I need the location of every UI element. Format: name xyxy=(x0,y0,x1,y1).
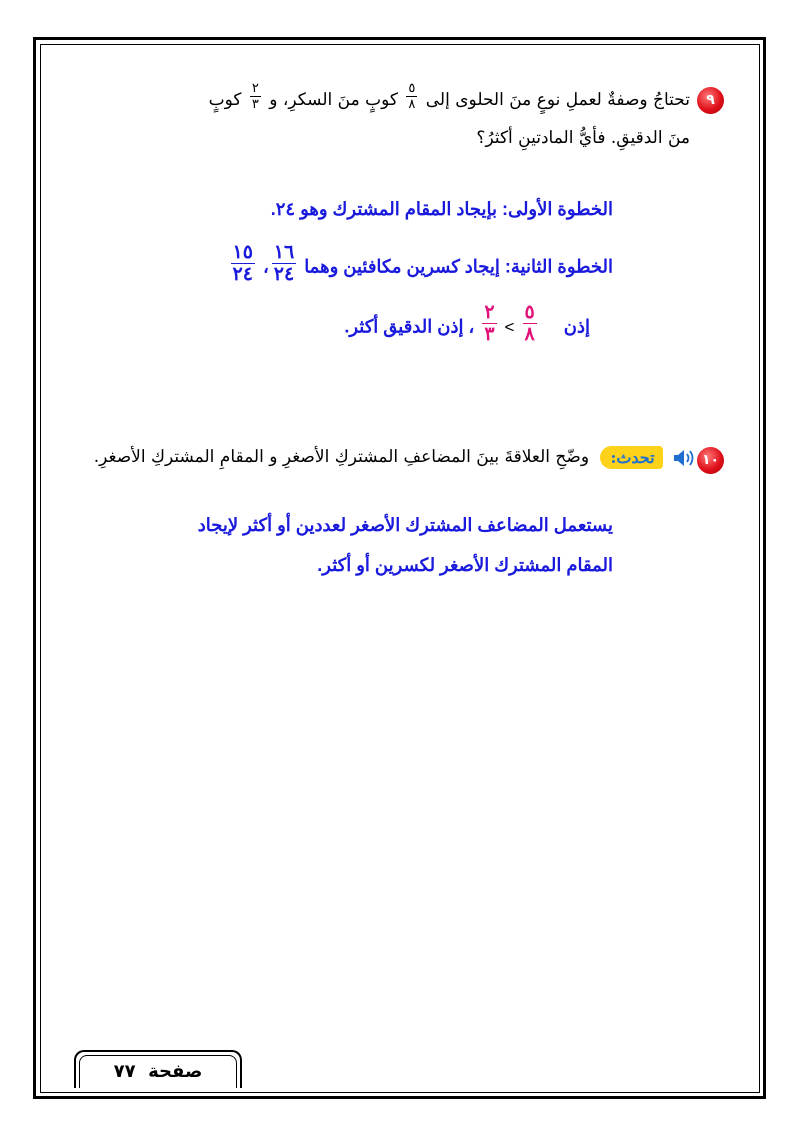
question-9-fraction-5-8: $\frac{٥}{٨}$ xyxy=(408,81,416,112)
page-number: ٧٧ xyxy=(113,1061,136,1082)
fraction-2-3: $\frac{٢}{٣}$ xyxy=(484,302,495,345)
answer-9-conclusion: إذن $\frac{٥}{٨}$ > $\frac{٢}{٣}$ ، إذن الدقيق أكثر. xyxy=(344,302,590,345)
fraction-16-24: $\frac{١٦}{٢٤}$ xyxy=(273,242,295,285)
question-10-line xyxy=(94,446,694,469)
answer-9-step-2: الخطوة الثانية: إيجاد كسرين مكافئين وهما $\frac{١٦}{٢٤}$ ، $\frac{١٥}{٢٤}$ xyxy=(232,242,613,285)
fraction-15-24: $\frac{١٥}{٢٤}$ xyxy=(232,242,253,285)
question-9-text-after: كوبٍ xyxy=(208,90,242,110)
speaker-icon xyxy=(672,448,694,468)
greater-than-sign: > xyxy=(504,317,515,337)
question-9-fraction-2-3: $\frac{٢}{٣}$ xyxy=(251,81,259,112)
question-10-text: وضّحِ العلاقةَ بينَ المضاعفِ المشتركِ الأصغرِ و المقامِ المشتركِ الأصغرِ. xyxy=(93,447,590,467)
question-number-badge: ٩ xyxy=(697,87,724,114)
answer-10-line-1: يستعمل المضاعف المشترك الأصغر لعددين أو أكثر لإيجاد xyxy=(197,515,613,535)
question-9-text-middle: كوبٍ منَ السكرِ، و xyxy=(269,90,398,110)
question-9-line-1 xyxy=(208,81,690,115)
question-9-line-2: منَ الدقيقِ. فأيُّ المادتينِ أكثرُ؟ xyxy=(476,128,690,148)
answer-10-line-2: المقام المشترك الأصغر لكسرين أو أكثر. xyxy=(317,555,613,575)
question-9-text-before: تحتاجُ وصفةٌ لعملِ نوعٍ منَ الحلوى إلى xyxy=(425,90,690,110)
question-number-badge: ١٠ xyxy=(697,447,724,474)
answer-9-step-1: الخطوة الأولى: بإيجاد المقام المشترك وهو ٢٤. xyxy=(270,199,613,219)
talk-badge: تحدث: xyxy=(600,446,662,469)
fraction-5-8: $\frac{٥}{٨}$ xyxy=(524,302,535,345)
page-number-label: صفحة ٧٧ xyxy=(79,1055,237,1088)
page-number-tab xyxy=(74,1050,242,1088)
